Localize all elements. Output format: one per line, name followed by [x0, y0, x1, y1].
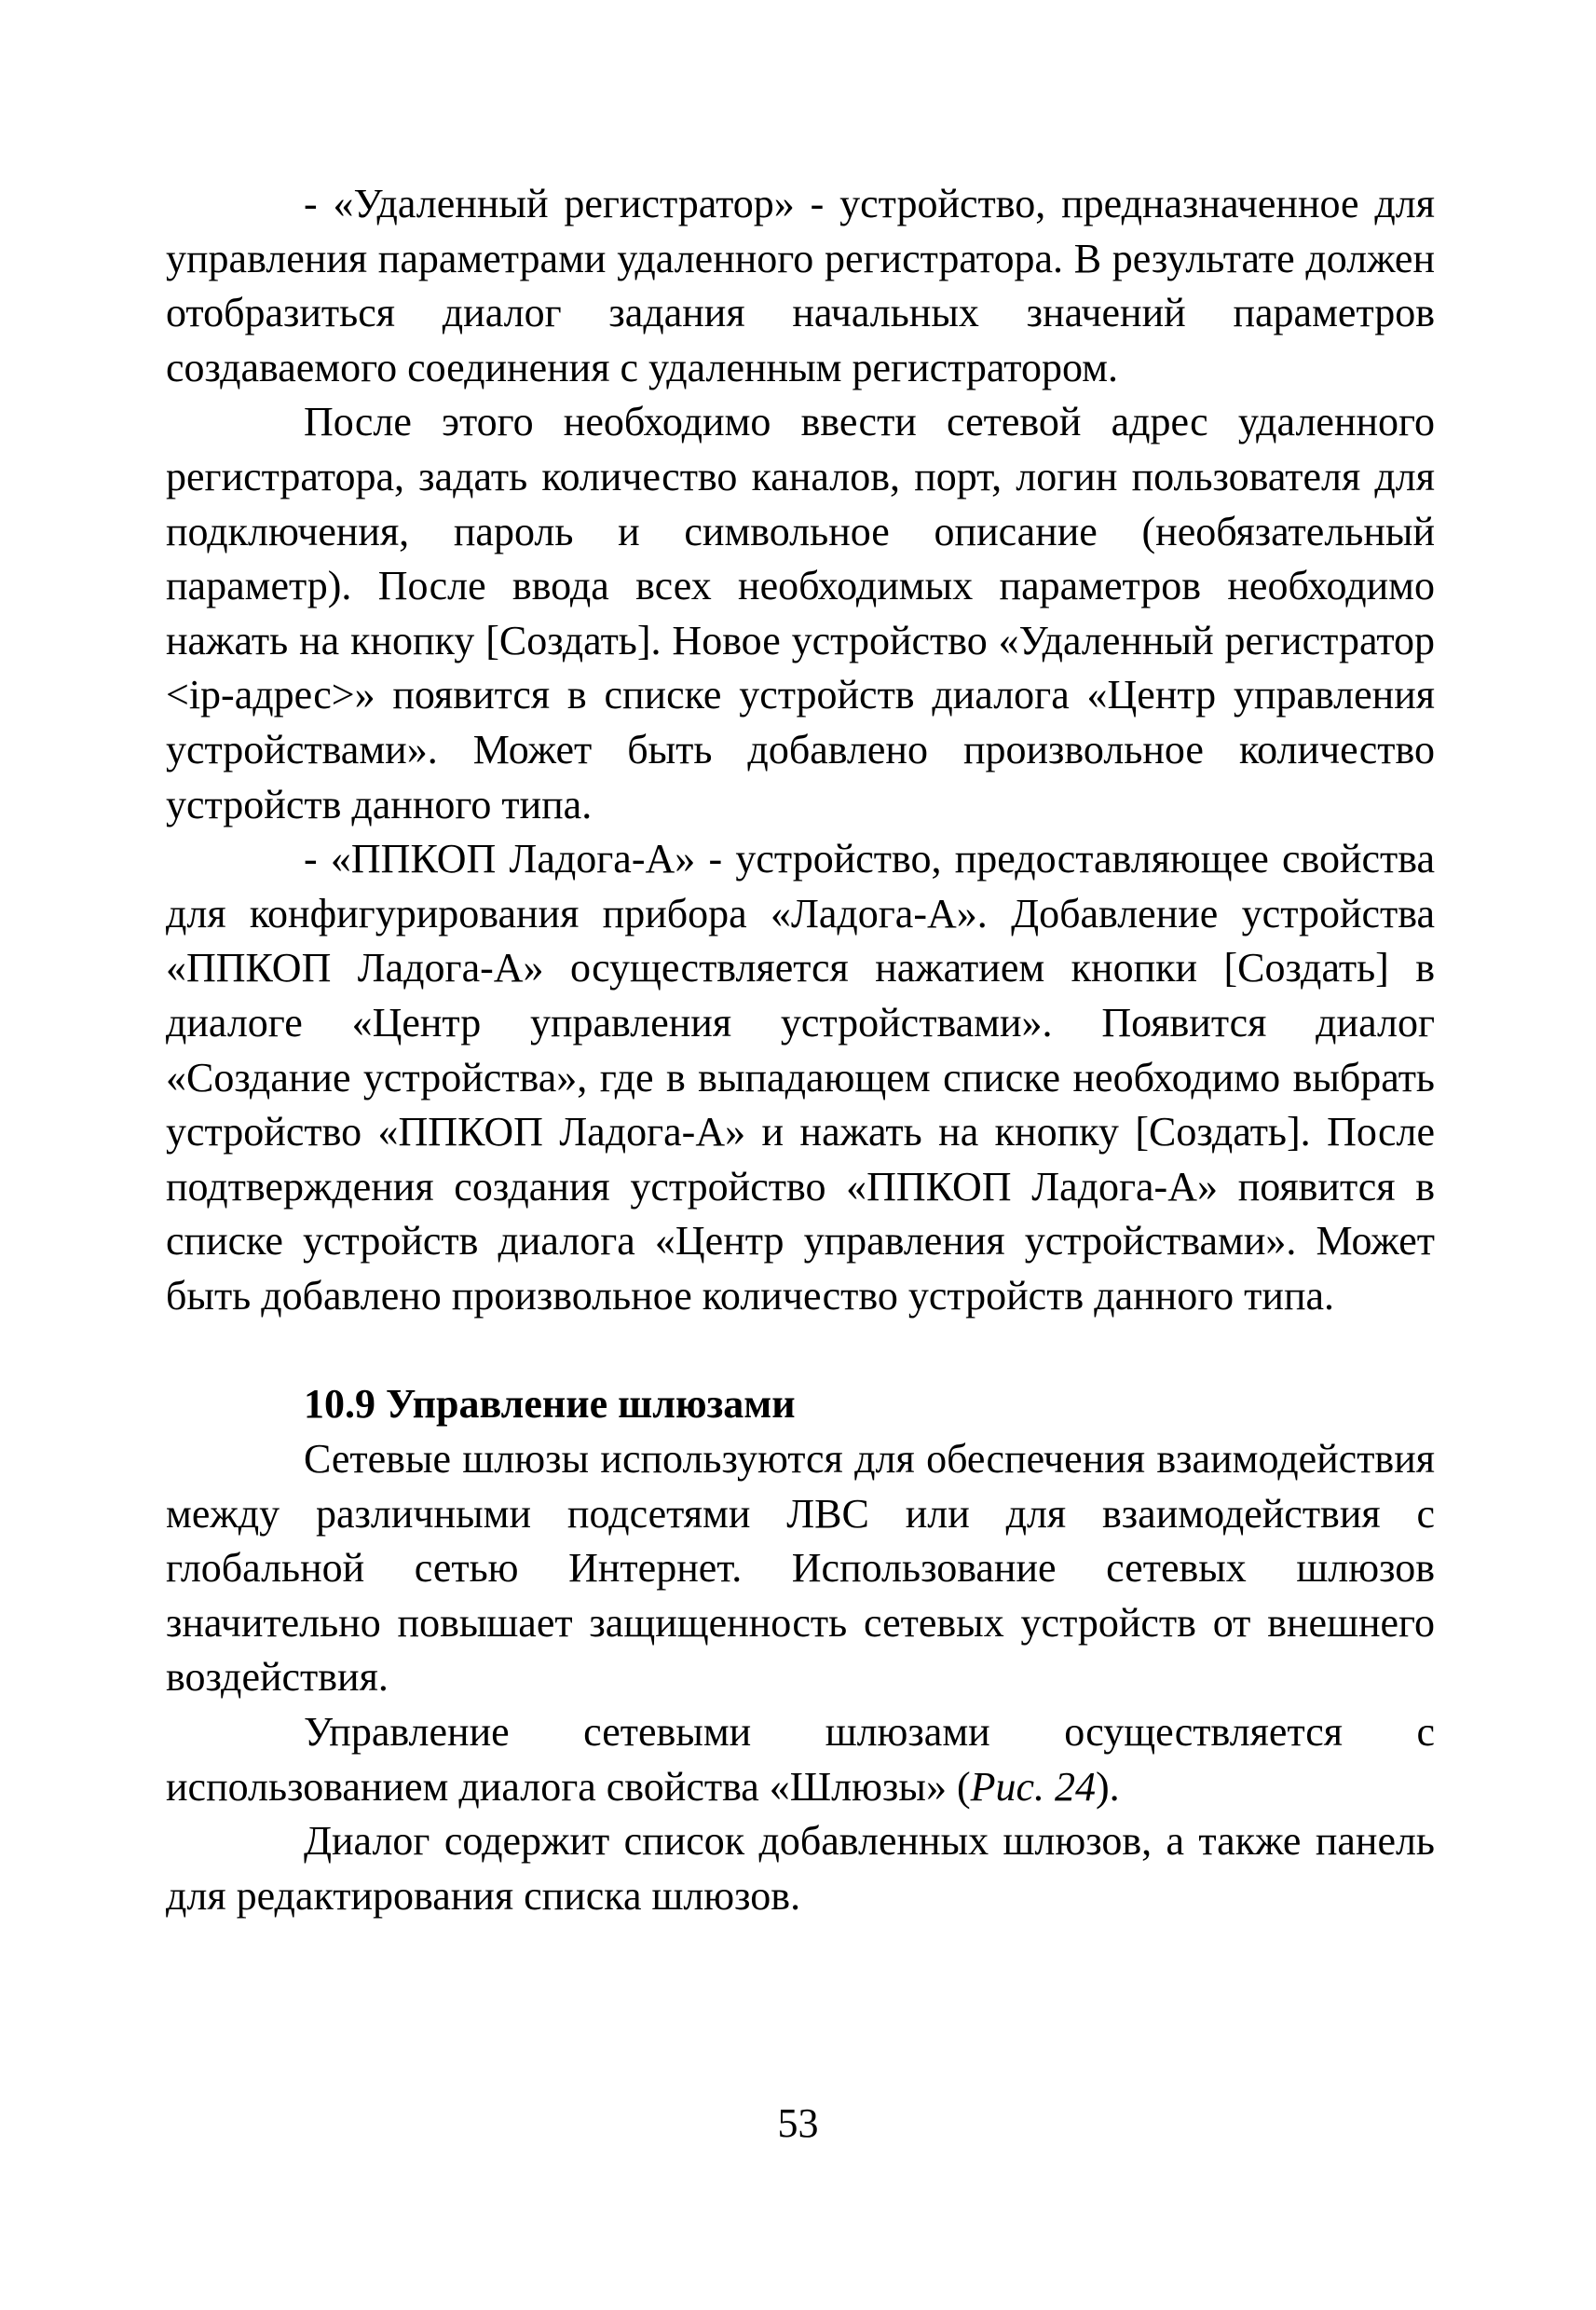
paragraph-gateways-dialog: Диалог содержит список добавленных шлюзов, а также панель для редактирования списка шлюзов.	[166, 1818, 1435, 1919]
document-page	[166, 177, 1435, 1923]
paragraph-gateways-intro: Сетевые шлюзы используются для обеспечения взаимодействия между различными подсетями ЛВС или для взаимодействия с глобальной сетью Интернет. Использование сетевых шлюзов значительно повышает защищенность сетевых устройств от внешнего воздействия.	[166, 1436, 1435, 1701]
paragraph-remote-recorder: - «Удаленный регистратор» - устройство, предназначенное для управления параметрами удаленного регистратора. В результате должен отобразиться диалог задания начальных значений параметров создаваемого соединения с удаленным регистратором.	[166, 181, 1435, 390]
page-number: 53	[777, 2100, 819, 2146]
figure-reference: Рис. 24	[970, 1763, 1097, 1810]
paragraph-ladoga-device: - «ППКОП Ладога-А» - устройство, предоставляющее свойства для конфигурирования прибора «Ладога-А». Добавление устройства «ППКОП Ладога-А» осуществляется нажатием кнопки [Создать] в диалоге «Центр управления устройствами». Появится диалог «Создание устройства», где в выпадающем списке необходимо выбрать устройство «ППКОП Ладога-А» и нажать на кнопку [Создать]. После подтверждения создания устройство «ППКОП Ладога-А» появится в списке устройств диалога «Центр управления устройствами». Может быть добавлено произвольное количество устройств данного типа.	[166, 836, 1435, 1319]
gateways-management-text: Управление сетевыми шлюзами осуществляется с использованием диалога свойства «Шлюзы» (	[166, 1709, 1435, 1810]
gateways-management-end: ).	[1096, 1763, 1120, 1810]
section-heading: 10.9 Управление шлюзами	[304, 1381, 796, 1428]
paragraph-gateways-management	[166, 1705, 1435, 1814]
paragraph-remote-recorder-setup: После этого необходимо ввести сетевой адрес удаленного регистратора, задать количество каналов, порт, логин пользователя для подключения, пароль и символьное описание (необязательный параметр). После ввода всех необходимых параметров необходимо нажать на кнопку [Создать]. Новое устройство «Удаленный регистратор <ip-адрес>» появится в списке устройств диалога «Центр управления устройствами». Может быть добавлено произвольное количество устройств данного типа.	[166, 399, 1435, 827]
